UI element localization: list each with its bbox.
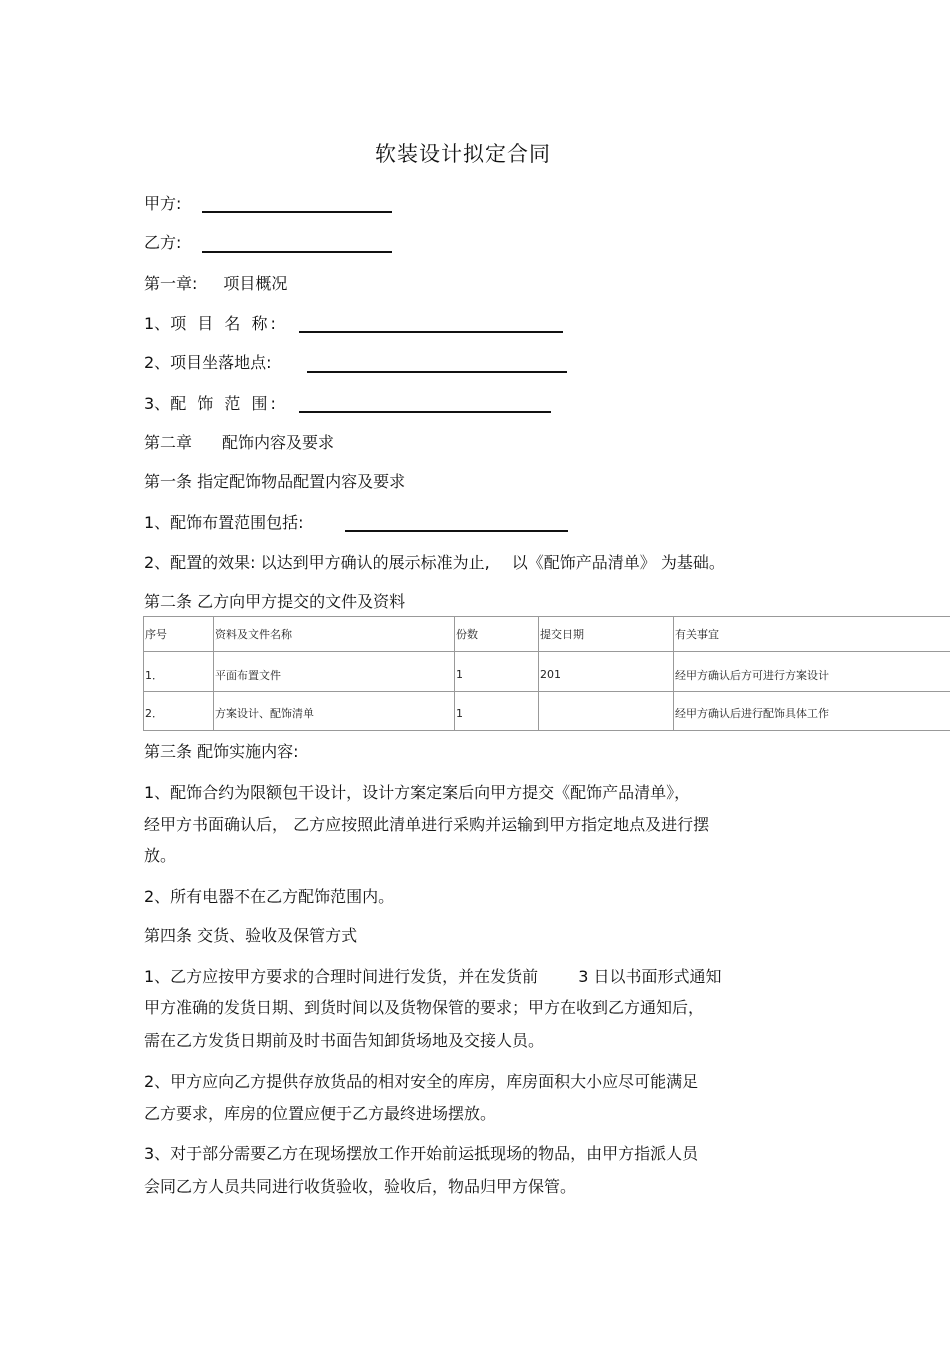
- article-4-para-1-line-1: [144, 967, 721, 987]
- project-name-blank[interactable]: [299, 331, 563, 333]
- document-title: 软装设计拟定合同: [375, 142, 551, 166]
- decor-range-blank[interactable]: [345, 530, 568, 532]
- table-cell: 方案设计、配饰清单: [214, 692, 455, 731]
- article-3-para-1-line-2: 经甲方书面确认后， 乙方应按照此清单进行采购并运输到甲方指定地点及进行摆: [144, 815, 710, 834]
- article-3-heading: 第三条 配饰实施内容:: [144, 742, 299, 761]
- decor-scope-blank[interactable]: [299, 411, 551, 413]
- table-cell: 1: [455, 652, 539, 692]
- party-b-label: 乙方:: [144, 233, 182, 252]
- effect-text-b: 以《配饰产品清单》 为基础。: [511, 553, 725, 572]
- article-4-para-1-line-2: 甲方准确的发货日期、到货时间以及货物保管的要求；甲方在收到乙方通知后，: [144, 998, 705, 1017]
- decor-scope-label: 配 饰 范 围:: [170, 394, 279, 413]
- chapter-1-number: 第一章:: [144, 274, 198, 293]
- effect-paragraph: [144, 553, 725, 573]
- article-2-heading: 第二条 乙方向甲方提交的文件及资料: [144, 592, 406, 611]
- chapter-2-number: 第二章: [144, 433, 193, 452]
- article-4-para-1-text-a: 1、乙方应按甲方要求的合理时间进行发货，并在发货前: [144, 967, 539, 986]
- party-b-blank[interactable]: [202, 251, 392, 253]
- article-4-para-3-line-2: 会同乙方人员共同进行收货验收，验收后，物品归甲方保管。: [144, 1177, 577, 1196]
- header-cell: 提交日期: [539, 617, 674, 652]
- chapter-1-heading: [144, 274, 287, 294]
- header-cell: 份数: [455, 617, 539, 652]
- table-row: [144, 652, 950, 692]
- article-4-heading: 第四条 交货、验收及保管方式: [144, 926, 358, 945]
- header-cell: 有关事宜: [674, 617, 950, 652]
- project-location-label: 2、项目坐落地点:: [144, 353, 272, 372]
- chapter-1-title: 项目概况: [223, 274, 288, 293]
- table-cell: 1: [455, 692, 539, 731]
- article-4-para-2-line-2: 乙方要求，库房的位置应便于乙方最终进场摆放。: [144, 1104, 497, 1123]
- header-cell: 资料及文件名称: [214, 617, 455, 652]
- header-cell: 序号: [144, 617, 214, 652]
- party-a-label: 甲方:: [144, 194, 182, 213]
- party-a-blank[interactable]: [202, 211, 392, 213]
- table-row: [144, 692, 950, 731]
- article-3-para-1-line-3: 放。: [144, 846, 177, 865]
- documents-table: [143, 616, 950, 731]
- table-cell: 经甲方确认后进行配饰具体工作: [674, 692, 950, 731]
- decor-range-label: 1、配饰布置范围包括:: [144, 513, 304, 532]
- table-cell: 1．: [144, 652, 214, 692]
- project-location-blank[interactable]: [307, 371, 567, 373]
- chapter-2-title: 配饰内容及要求: [222, 433, 335, 452]
- decor-scope-number: 3、: [144, 394, 171, 413]
- table-cell: [539, 692, 674, 731]
- article-4-para-3-line-1: 3、对于部分需要乙方在现场摆放工作开始前运抵现场的物品，由甲方指派人员: [144, 1144, 699, 1163]
- table-cell: 经甲方确认后方可进行方案设计: [674, 652, 950, 692]
- table-cell: 2．: [144, 692, 214, 731]
- table-cell: 201: [539, 652, 674, 692]
- effect-text-a: 2、配置的效果: 以达到甲方确认的展示标准为止,: [144, 553, 490, 572]
- article-4-para-1-text-b: 3 日以书面形式通知: [578, 967, 722, 986]
- chapter-2-heading: [144, 433, 334, 453]
- table-cell: 平面布置文件: [214, 652, 455, 692]
- article-3-para-1-line-1: 1、配饰合约为限额包干设计，设计方案定案后向甲方提交《配饰产品清单》，: [144, 783, 691, 802]
- article-4-para-2-line-1: 2、甲方应向乙方提供存放货品的相对安全的库房，库房面积大小应尽可能满足: [144, 1072, 699, 1091]
- article-1-heading: 第一条 指定配饰物品配置内容及要求: [144, 472, 406, 491]
- decor-scope-row: [144, 394, 279, 414]
- article-4-para-1-line-3: 需在乙方发货日期前及时书面告知卸货场地及交接人员。: [144, 1031, 545, 1050]
- project-name-label: 项 目 名 称:: [170, 314, 279, 333]
- article-3-para-2: 2、所有电器不在乙方配饰范围内。: [144, 887, 395, 906]
- table-header-row: [144, 617, 950, 652]
- project-name-number: 1、: [144, 314, 171, 333]
- project-name-row: [144, 314, 279, 334]
